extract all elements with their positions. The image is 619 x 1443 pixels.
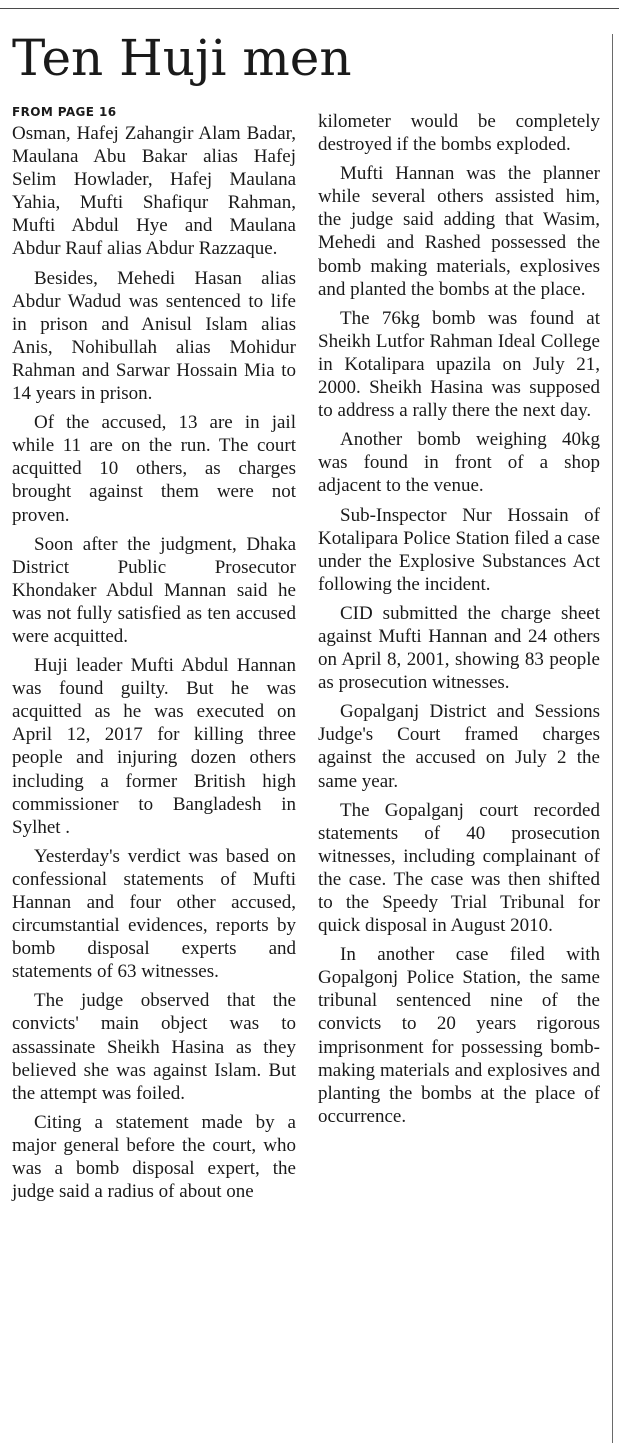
top-rule xyxy=(0,8,619,9)
paragraph: Besides, Mehedi Hasan alias Abdur Wadud was sentenced to life in prison and Anisul Islam alias Anis, Nohibullah alias Mohidur Rahman and Sarwar Hossain Mia to 14 years in prison. xyxy=(12,267,296,405)
paragraph: In another case filed with Gopalgonj Police Station, the same tribunal sentenced nine of the convicts to 20 years rigorous imprisonment for possessing bomb-making materials and explosives and planting the bombs at the place of occurrence. xyxy=(318,944,600,1127)
paragraph: Huji leader Mufti Abdul Hannan was found guilty. But he was acquitted as he was executed on April 12, 2017 for killing three people and injuring dozen others including a former British high commissioner to Bangladesh in Sylhet . xyxy=(12,655,296,838)
paragraph: Mufti Hannan was the planner while several others assisted him, the judge said adding that Wasim, Mehedi and Rashed possessed the bomb making materials, explosives and planted the bombs at the place. xyxy=(318,163,600,300)
paragraph: The Gopalganj court recorded statements of 40 prosecution witnesses, including complainant of the case. The case was then shifted to the Speedy Trial Tribunal for quick disposal in August 2010. xyxy=(318,799,600,937)
article-column-right xyxy=(318,110,600,1134)
paragraph: Gopalganj District and Sessions Judge's Court framed charges against the accused on July 2 the same year. xyxy=(318,701,600,792)
paragraph: The 76kg bomb was found at Sheikh Lutfor Rahman Ideal College in Kotalipara upazila on July 21, 2000. Sheikh Hasina was supposed to address a rally there the next day. xyxy=(318,307,600,422)
continuation-kicker: FROM PAGE 16 xyxy=(12,105,117,119)
paragraph: Yesterday's verdict was based on confessional statements of Mufti Hannan and four other accused, circumstantial evidences, reports by bomb disposal experts and statements of 63 witnesses. xyxy=(12,845,296,983)
headline: Ten Huji men xyxy=(12,29,352,87)
paragraph: Another bomb weighing 40kg was found in front of a shop adjacent to the venue. xyxy=(318,429,600,497)
paragraph: Of the accused, 13 are in jail while 11 are on the run. The court acquitted 10 others, as charges brought against them were not proven. xyxy=(12,412,296,526)
paragraph: Citing a statement made by a major general before the court, who was a bomb disposal expert, the judge said a radius of about one xyxy=(12,1111,296,1203)
paragraph: kilometer would be completely destroyed if the bombs exploded. xyxy=(318,111,600,156)
column-rule-right xyxy=(612,34,613,1443)
paragraph: The judge observed that the convicts' main object was to assassinate Sheikh Hasina as they believed she was against Islam. But the attempt was foiled. xyxy=(12,990,296,1104)
paragraph: Sub-Inspector Nur Hossain of Kotalipara Police Station filed a case under the Explosive Substances Act following the incident. xyxy=(318,504,600,595)
article-column-left xyxy=(12,104,296,1209)
paragraph: Osman, Hafej Zahangir Alam Badar, Maulana Abu Bakar alias Hafej Selim Howlader, Hafej Maulana Yahia, Mufti Shafiqur Rahman, Mufti Abdul Hye and Maulana Abdur Rauf alias Abdur Razzaque. xyxy=(12,123,296,260)
paragraph: Soon after the judgment, Dhaka District Public Prosecutor Khondaker Abdul Mannan said he was not fully satisfied as ten accused were acquitted. xyxy=(12,533,296,647)
paragraph: CID submitted the charge sheet against Mufti Hannan and 24 others on April 8, 2001, showing 83 people as prosecution witnesses. xyxy=(318,602,600,694)
